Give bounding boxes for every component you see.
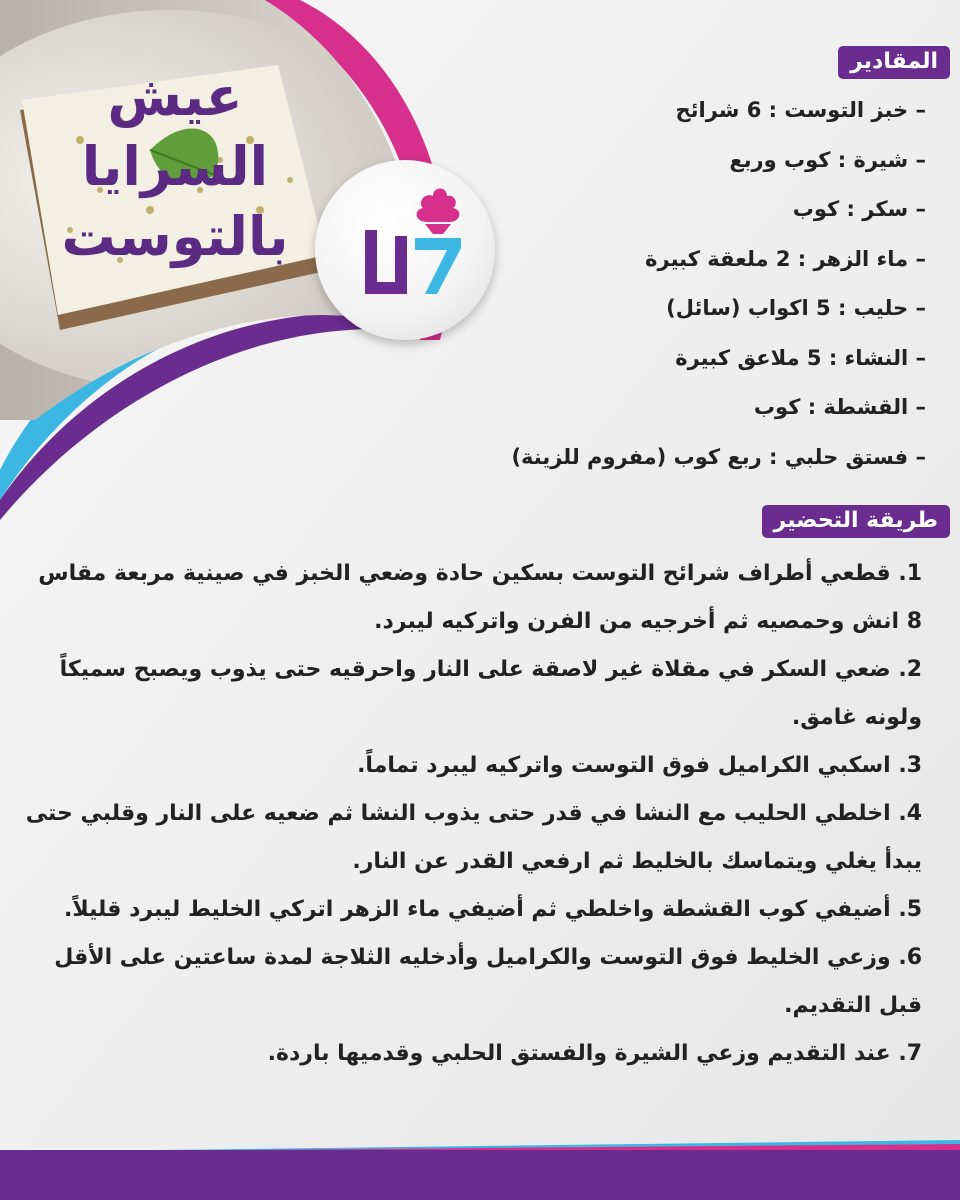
preparation-steps bbox=[22, 550, 922, 1078]
ingredients-list bbox=[406, 88, 926, 484]
ingredient-item: – فستق حلبي : ربع كوب (مفروم للزينة) bbox=[511, 444, 926, 469]
step-text: ضعي السكر في مقلاة غير لاصقة على النار واحرقيه حتى يذوب ويصبح سميكاً ولونه غامق. bbox=[59, 657, 922, 730]
step-text: قطعي أطراف شرائح التوست بسكين حادة وضعي الخبز في صينية مربعة مقاس 8 انش وحمصيه ثم أخرجيه من الفرن واتركيه ليبرد. bbox=[38, 561, 922, 634]
title-line-2: السرايا bbox=[81, 135, 269, 198]
title-line-3: بالتوست bbox=[61, 205, 289, 268]
step-number: 1. bbox=[898, 561, 922, 586]
step-number: 3. bbox=[898, 753, 922, 778]
step-item bbox=[22, 790, 922, 886]
ingredient-item: – ماء الزهر : 2 ملعقة كبيرة bbox=[645, 246, 926, 271]
footer-bar bbox=[0, 1150, 960, 1200]
ingredient-item: – سكر : كوب bbox=[792, 197, 926, 221]
step-text: عند التقديم وزعي الشيرة والفستق الحلبي وقدميها باردة. bbox=[267, 1041, 891, 1066]
step-text: وزعي الخليط فوق التوست والكراميل وأدخليه الثلاجة لمدة ساعتين على الأقل قبل التقديم. bbox=[54, 945, 922, 1018]
step-text: أضيفي كوب القشطة واخلطي ثم أضيفي ماء الزهر اتركي الخليط ليبرد قليلاً. bbox=[64, 897, 891, 922]
step-item bbox=[22, 886, 922, 934]
preparation-heading: طريقة التحضير bbox=[762, 505, 950, 538]
title-line-1: عيش bbox=[107, 65, 243, 128]
ingredient-item: – القشطة : كوب bbox=[753, 395, 926, 419]
step-number: 6. bbox=[898, 945, 922, 970]
ingredients-heading: المقادير bbox=[838, 46, 950, 79]
recipe-title bbox=[40, 62, 310, 272]
ingredient-item: – النشاء : 5 ملاعق كبيرة bbox=[675, 345, 926, 370]
step-number: 4. bbox=[898, 801, 922, 826]
ingredient-item: – حليب : 5 اكواب (سائل) bbox=[666, 296, 926, 320]
step-item bbox=[22, 646, 922, 742]
step-item bbox=[22, 742, 922, 790]
step-text: اسكبي الكراميل فوق التوست واتركيه ليبرد تماماً. bbox=[357, 753, 891, 778]
step-item bbox=[22, 550, 922, 646]
ingredient-item: – خبز التوست : 6 شرائح bbox=[675, 98, 926, 122]
step-number: 5. bbox=[898, 897, 922, 922]
step-number: 7. bbox=[898, 1041, 922, 1066]
ingredient-item: – شيرة : كوب وربع bbox=[729, 147, 926, 172]
step-item bbox=[22, 934, 922, 1030]
step-text: اخلطي الحليب مع النشا في قدر حتى يذوب النشا ثم ضعيه على النار وقلبي حتى يبدأ يغلي ويتماسك بالخليط ثم ارفعي القدر عن النار. bbox=[25, 801, 922, 874]
step-item bbox=[22, 1030, 922, 1078]
step-number: 2. bbox=[898, 657, 922, 682]
